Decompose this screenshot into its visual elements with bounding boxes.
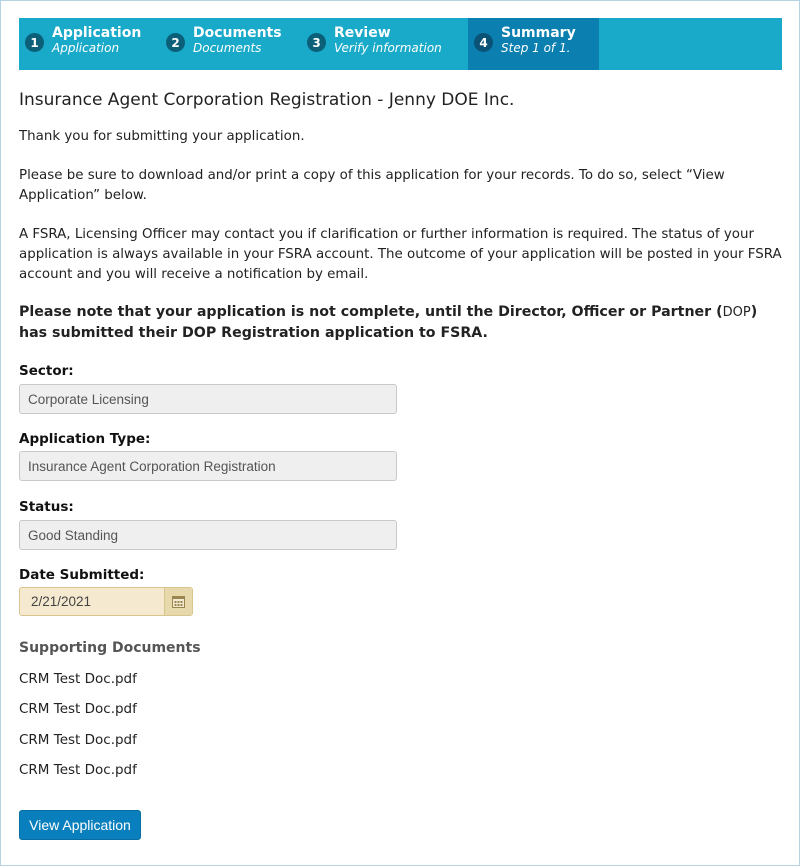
thank-you-text: Thank you for submitting your application. (19, 129, 305, 144)
sector-label: Sector: (19, 363, 74, 379)
step-title: Summary (501, 25, 576, 41)
document-link[interactable]: CRM Test Doc.pdf (19, 671, 137, 687)
note-text-part2: ) has submitted their DOP Registration application to FSRA. (19, 304, 758, 341)
step-number: 3 (307, 33, 326, 52)
date-submitted-picker (19, 587, 193, 616)
step-number: 4 (474, 33, 493, 52)
step-subtitle: Documents (193, 41, 262, 55)
application-type-field[interactable] (19, 451, 397, 481)
step-review[interactable] (301, 18, 468, 70)
step-subtitle: Verify information (334, 41, 442, 55)
application-type-label: Application Type: (19, 431, 151, 447)
status-label: Status: (19, 499, 74, 515)
view-application-button[interactable]: View Application (19, 810, 141, 840)
wizard-stepper (19, 18, 782, 70)
document-link[interactable]: CRM Test Doc.pdf (19, 762, 137, 778)
step-summary-active[interactable] (468, 18, 599, 70)
document-link[interactable]: CRM Test Doc.pdf (19, 701, 137, 717)
step-title: Application (52, 25, 142, 41)
step-subtitle: Application (52, 41, 120, 55)
page-title: Insurance Agent Corporation Registration - Jenny DOE Inc. (19, 90, 515, 110)
completion-note (19, 302, 785, 343)
step-subtitle: Step 1 of 1. (501, 41, 571, 55)
supporting-documents-heading: Supporting Documents (19, 640, 201, 656)
step-number: 1 (25, 33, 44, 52)
sector-field[interactable] (19, 384, 397, 414)
document-link[interactable]: CRM Test Doc.pdf (19, 732, 137, 748)
download-instructions-text: Please be sure to download and/or print a copy of this application for your records. To do so, select “View Application” below. (19, 168, 725, 203)
status-field[interactable] (19, 520, 397, 550)
step-title: Review (334, 25, 391, 41)
calendar-icon[interactable] (164, 588, 192, 615)
note-text-part1: Please note that your application is not complete, until the Director, Officer or Partner ( (19, 304, 723, 320)
step-application[interactable] (19, 18, 160, 70)
date-submitted-field[interactable] (20, 588, 166, 615)
step-documents[interactable] (160, 18, 301, 70)
contact-info-text: A FSRA, Licensing Officer may contact you if clarification or further information is required. The status of your application is always available in your FSRA account. The outcome of your application will be posted in your FSRA account and you will receive a notification by email. (19, 227, 782, 282)
note-abbreviation: DOP (722, 305, 751, 320)
step-number: 2 (166, 33, 185, 52)
step-title: Documents (193, 25, 282, 41)
date-submitted-label: Date Submitted: (19, 567, 145, 583)
